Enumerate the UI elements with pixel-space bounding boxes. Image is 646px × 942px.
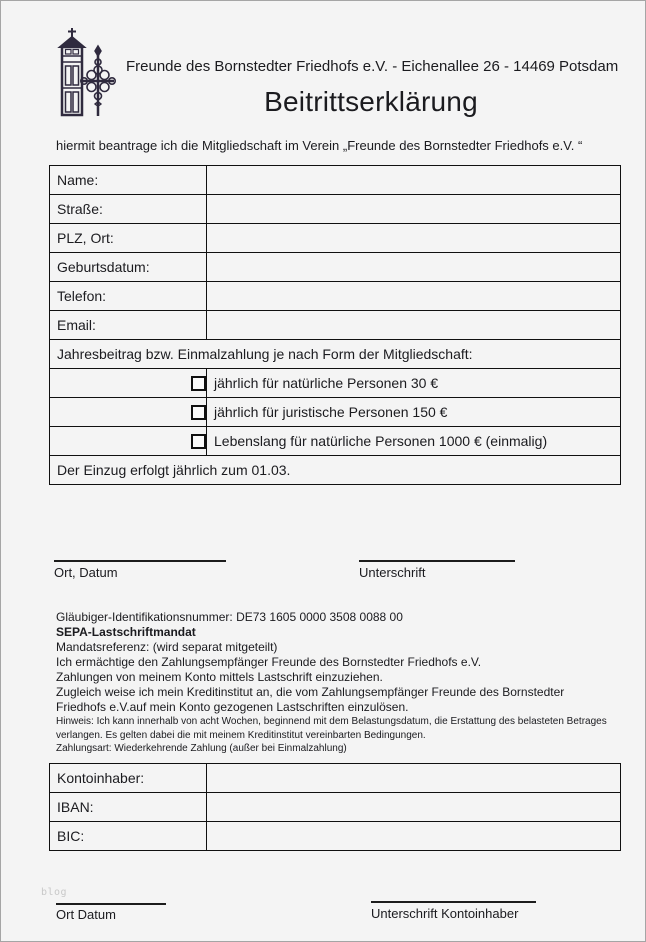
field-label-name: Name: [50,166,207,195]
signature-line-kontoinhaber[interactable] [371,901,536,903]
bank-data-table [49,763,621,851]
intro-text: hiermit beantrage ich die Mitgliedschaft im Verein „Freunde des Bornstedter Friedhofs e.V. “ [56,138,583,153]
fee-option-3-label: Lebenslang für natürliche Personen 1000 € (einmalig) [207,427,621,456]
table-row [50,253,621,282]
field-label-strasse: Straße: [50,195,207,224]
signature-line-unterschrift[interactable] [359,560,515,562]
org-address-line: Freunde des Bornstedter Friedhofs e.V. - Eichenallee 26 - 14469 Potsdam [126,58,619,75]
signature-line-ort-datum[interactable] [54,560,226,562]
table-row [50,822,621,851]
field-value-name[interactable] [207,166,621,195]
table-row [50,224,621,253]
fee-option-3-checkbox-cell [50,427,207,456]
payment-type-line: Zahlungsart: Wiederkehrende Zahlung (außer bei Einmalzahlung) [56,743,347,754]
table-row [50,456,621,485]
field-label-iban: IBAN: [50,793,207,822]
field-value-kontoinhaber[interactable] [207,764,621,793]
watermark-text: blog [41,887,68,898]
field-label-telefon: Telefon: [50,282,207,311]
table-row [50,369,621,398]
sepa-mandate-title: SEPA-Lastschriftmandat [56,625,196,639]
table-row [50,195,621,224]
signature-line-ort-datum-bottom[interactable] [56,903,166,905]
fee-option-2-checkbox-cell [50,398,207,427]
field-value-telefon[interactable] [207,282,621,311]
table-row [50,793,621,822]
page-title: Beitrittserklärung [264,86,478,117]
mandate-text-line: Friedhofs e.V.auf mein Konto gezogenen Lastschriften einzulösen. [56,700,409,714]
debit-date-note: Der Einzug erfolgt jährlich zum 01.03. [50,456,621,485]
fee-option-2-label: jährlich für juristische Personen 150 € [207,398,621,427]
table-row [50,764,621,793]
field-value-geburtsdatum[interactable] [207,253,621,282]
table-row [50,340,621,369]
mandate-text-line: Ich ermächtige den Zahlungsempfänger Freunde des Bornstedter Friedhofs e.V. [56,655,482,669]
fee-section-header: Jahresbeitrag bzw. Einmalzahlung je nach Form der Mitgliedschaft: [50,340,621,369]
field-label-kontoinhaber: Kontoinhaber: [50,764,207,793]
fee-option-1-checkbox[interactable] [191,376,206,391]
field-value-email[interactable] [207,311,621,340]
signature-label-ort-datum: Ort, Datum [54,565,118,580]
sepa-mandate-block [56,610,631,756]
fee-option-1-label: jährlich für natürliche Personen 30 € [207,369,621,398]
field-label-geburtsdatum: Geburtsdatum: [50,253,207,282]
signature-label-kontoinhaber: Unterschrift Kontoinhaber [371,906,519,921]
table-row [50,166,621,195]
fee-option-2-checkbox[interactable] [191,405,206,420]
signature-label-unterschrift: Unterschrift [359,565,426,580]
mandate-note-line: verlangen. Es gelten dabei die mit meinem Kreditinstitut vereinbarten Bedingungen. [56,729,426,741]
mandate-note-line: Hinweis: Ich kann innerhalb von acht Wochen, beginnend mit dem Belastungsdatum, die Erstattung des belasteten Betrages [56,716,607,727]
field-label-bic: BIC: [50,822,207,851]
field-value-iban[interactable] [207,793,621,822]
creditor-id-line: Gläubiger-Identifikationsnummer: DE73 1605 0000 3508 0088 00 [56,610,403,624]
field-value-bic[interactable] [207,822,621,851]
field-label-email: Email: [50,311,207,340]
field-label-plz-ort: PLZ, Ort: [50,224,207,253]
table-row [50,282,621,311]
field-value-plz-ort[interactable] [207,224,621,253]
table-row [50,311,621,340]
field-value-strasse[interactable] [207,195,621,224]
mandate-text-line: Zahlungen von meinem Konto mittels Lastschrift einzuziehen. [56,670,383,684]
signature-label-ort-datum-bottom: Ort Datum [56,907,116,922]
fee-option-3-checkbox[interactable] [191,434,206,449]
mandate-text-line: Zugleich weise ich mein Kreditinstitut an, die vom Zahlungsempfänger Freunde des Bornstedter [56,685,565,699]
fee-option-1-checkbox-cell [50,369,207,398]
mandate-reference-line: Mandatsreferenz: (wird separat mitgeteilt) [56,640,278,654]
table-row [50,427,621,456]
table-row [50,398,621,427]
member-data-table [49,165,621,485]
